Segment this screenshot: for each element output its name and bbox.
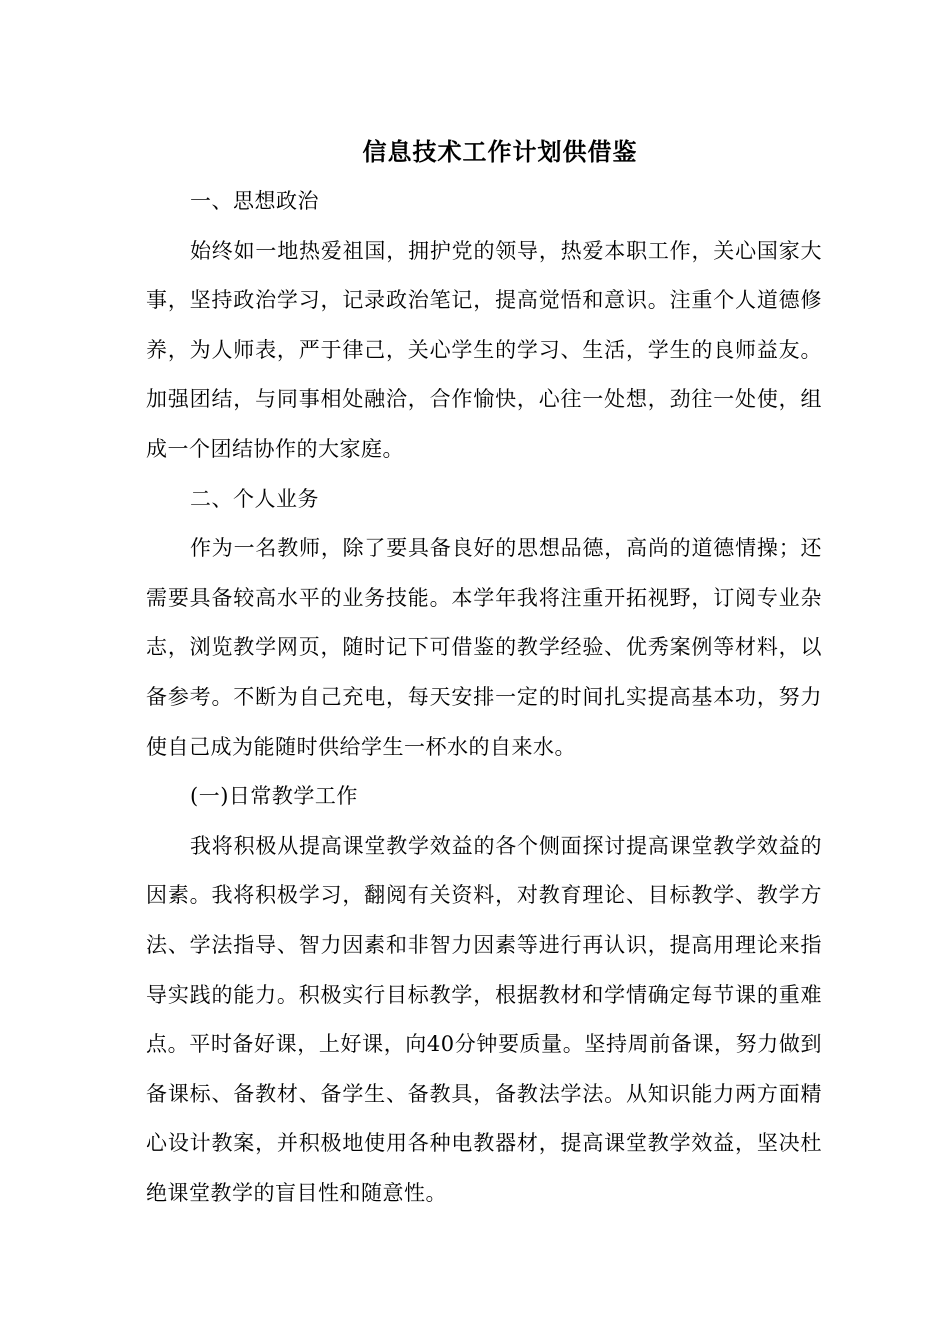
paragraph-politics: 始终如一地热爱祖国，拥护党的领导，热爱本职工作，关心国家大事，坚持政治学习，记录政治笔记，提高觉悟和意识。注重个人道德修养，为人师表，严于律己，关心学生的学习、生活，学生的良师益友。加强团结，与同事相处融洽，合作愉快，心往一处想，劲往一处使，组成一个团结协作的大家庭。 xyxy=(146,238,822,461)
subsection-heading-daily-teaching: (一)日常教学工作 xyxy=(190,784,358,809)
paragraph-daily-teaching: 我将积极从提高课堂教学效益的各个侧面探讨提高课堂教学效益的因素。我将积极学习，翻阅有关资料，对教育理论、目标教学、教学方法、学法指导、智力因素和非智力因素等进行再认识，提高用理论来指导实践的能力。积极实行目标教学，根据教材和学情确定每节课的重难点。平时备好课，上好课，向40分钟要质量。坚持周前备课，努力做到备课标、备教材、备学生、备教具，备教法学法。从知识能力两方面精心设计教案，并积极地使用各种电教器材，提高课堂教学效益，坚决杜绝课堂教学的盲目性和随意性。 xyxy=(146,833,822,1205)
paragraph-personal-business: 作为一名教师，除了要具备良好的思想品德，高尚的道德情操；还需要具备较高水平的业务技能。本学年我将注重开拓视野，订阅专业杂志，浏览教学网页，随时记下可借鉴的教学经验、优秀案例等材料，以备参考。不断为自己充电，每天安排一定的时间扎实提高基本功，努力使自己成为能随时供给学生一杯水的自来水。 xyxy=(146,536,822,759)
document-body xyxy=(146,177,822,1218)
document-title: 信息技术工作计划供借鉴 xyxy=(362,137,638,166)
section-heading-personal-business: 二、个人业务 xyxy=(190,486,319,511)
section-heading-politics: 一、思想政治 xyxy=(190,189,319,213)
